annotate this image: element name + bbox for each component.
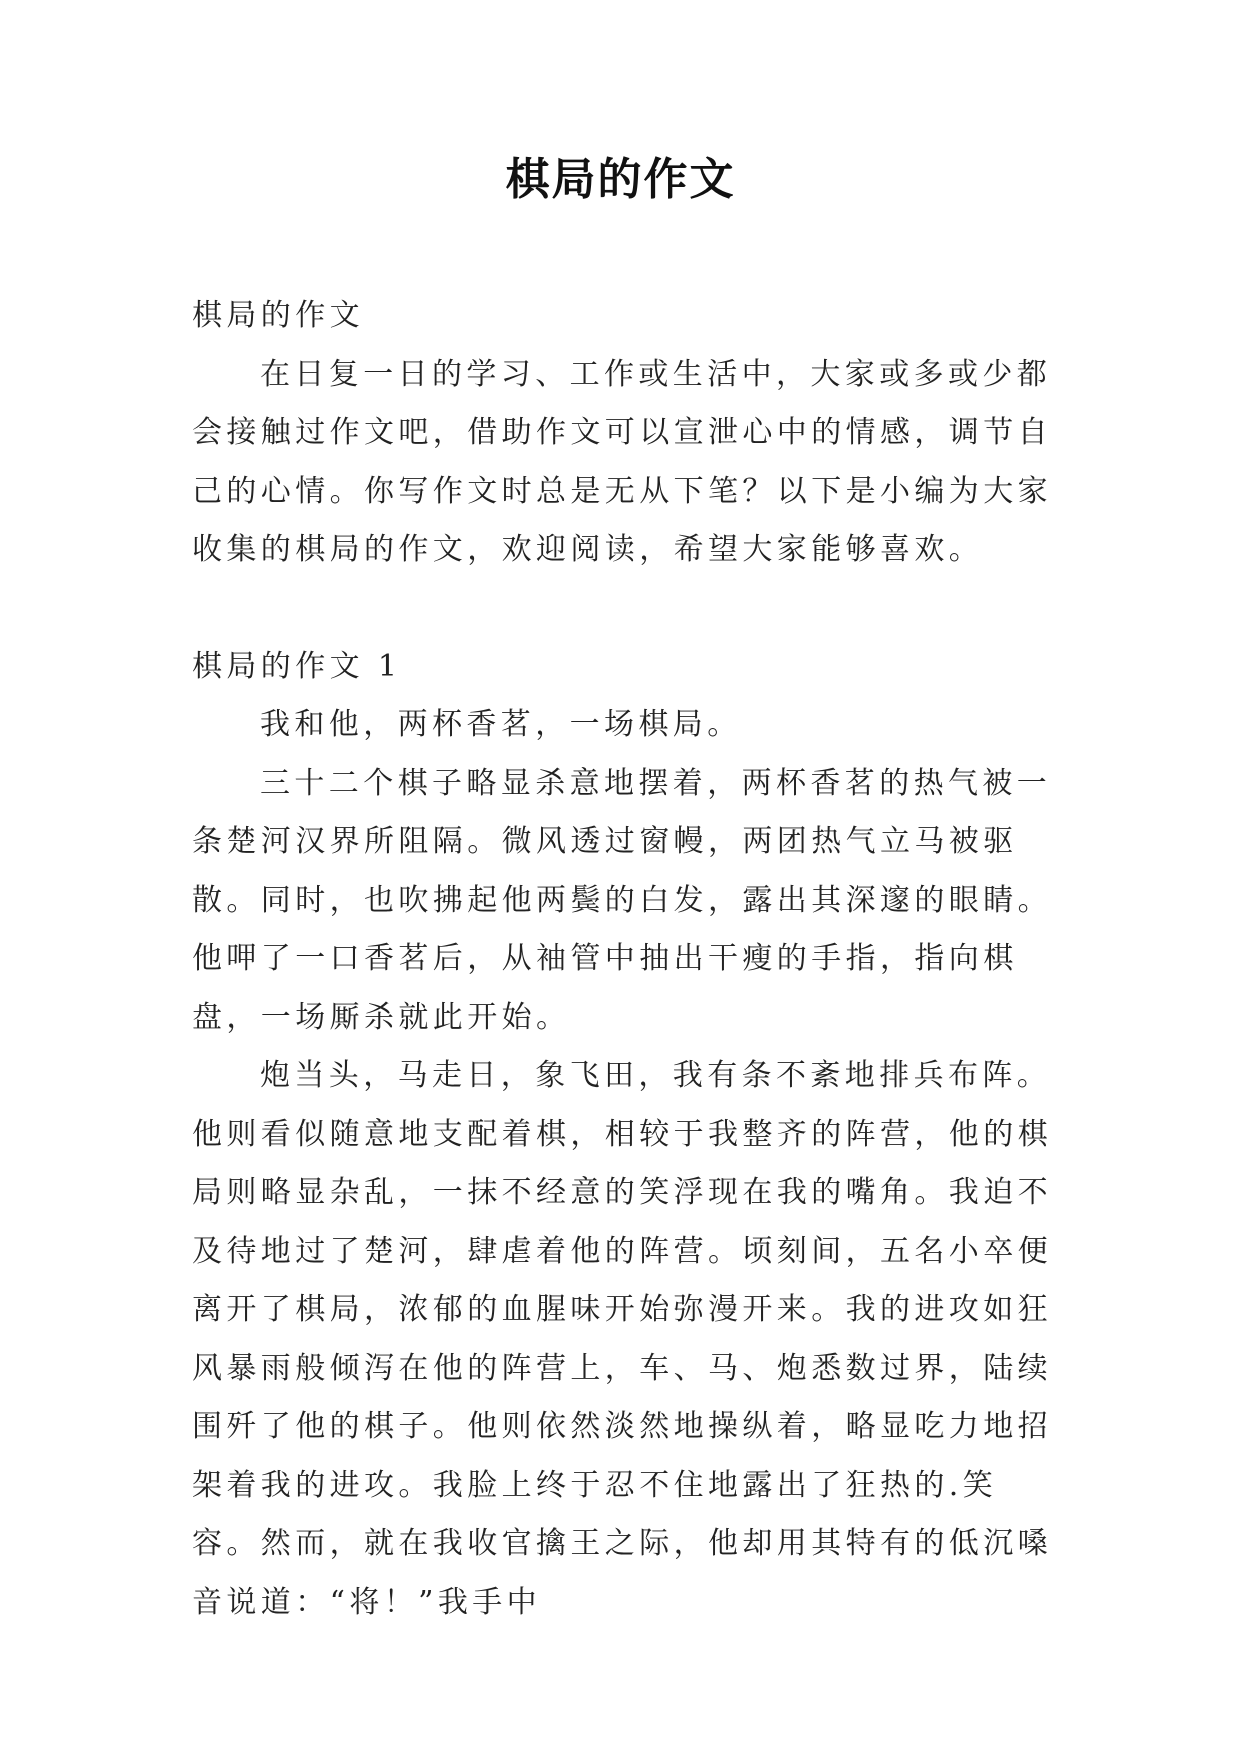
section-spacer	[192, 580, 1062, 638]
essay-1-heading: 棋局的作文 1	[192, 648, 402, 684]
document-title: 棋局的作文	[505, 154, 736, 205]
essay-1-paragraph-3: 炮当头，马走日，象飞田，我有条不紊地排兵布阵。他则看似随意地支配着棋，相较于我整齐的阵营，他的棋局则略显杂乱，一抹不经意的笑浮现在我的嘴角。我迫不及待地过了楚河，肆虐着他的阵营。顷刻间，五名小卒便离开了棋局，浓郁的血腥味开始弥漫开来。我的进攻如狂风暴雨般倾泻在他的阵营上，车、马、炮悉数过界，陆续围歼了他的棋子。他则依然淡然地操纵着，略显吃力地招架着我的进攻。我脸上终于忍不住地露出了狂热的.笑容。然而，就在我收官擒王之际，他却用其特有的低沉嗓音说道：“将！”我手中	[192, 1058, 1052, 1620]
intro-paragraph: 在日复一日的学习、工作或生活中，大家或多或少都会接触过作文吧，借助作文可以宣泄心中的情感，调节自己的心情。你写作文时总是无从下笔？以下是小编为大家收集的棋局的作文，欢迎阅读，希望大家能够喜欢。	[192, 356, 1052, 567]
essay-1-paragraph-2: 三十二个棋子略显杀意地摆着，两杯香茗的热气被一条楚河汉界所阻隔。微风透过窗幔，两团热气立马被驱散。同时，也吹拂起他两鬓的白发，露出其深邃的眼睛。他呷了一口香茗后，从袖管中抽出干瘦的手指，指向棋盘，一场厮杀就此开始。	[192, 765, 1052, 1035]
document-body	[192, 287, 1062, 1632]
intro-heading: 棋局的作文	[192, 298, 364, 333]
essay-1-paragraph-1: 我和他，两杯香茗，一场棋局。	[260, 707, 742, 742]
